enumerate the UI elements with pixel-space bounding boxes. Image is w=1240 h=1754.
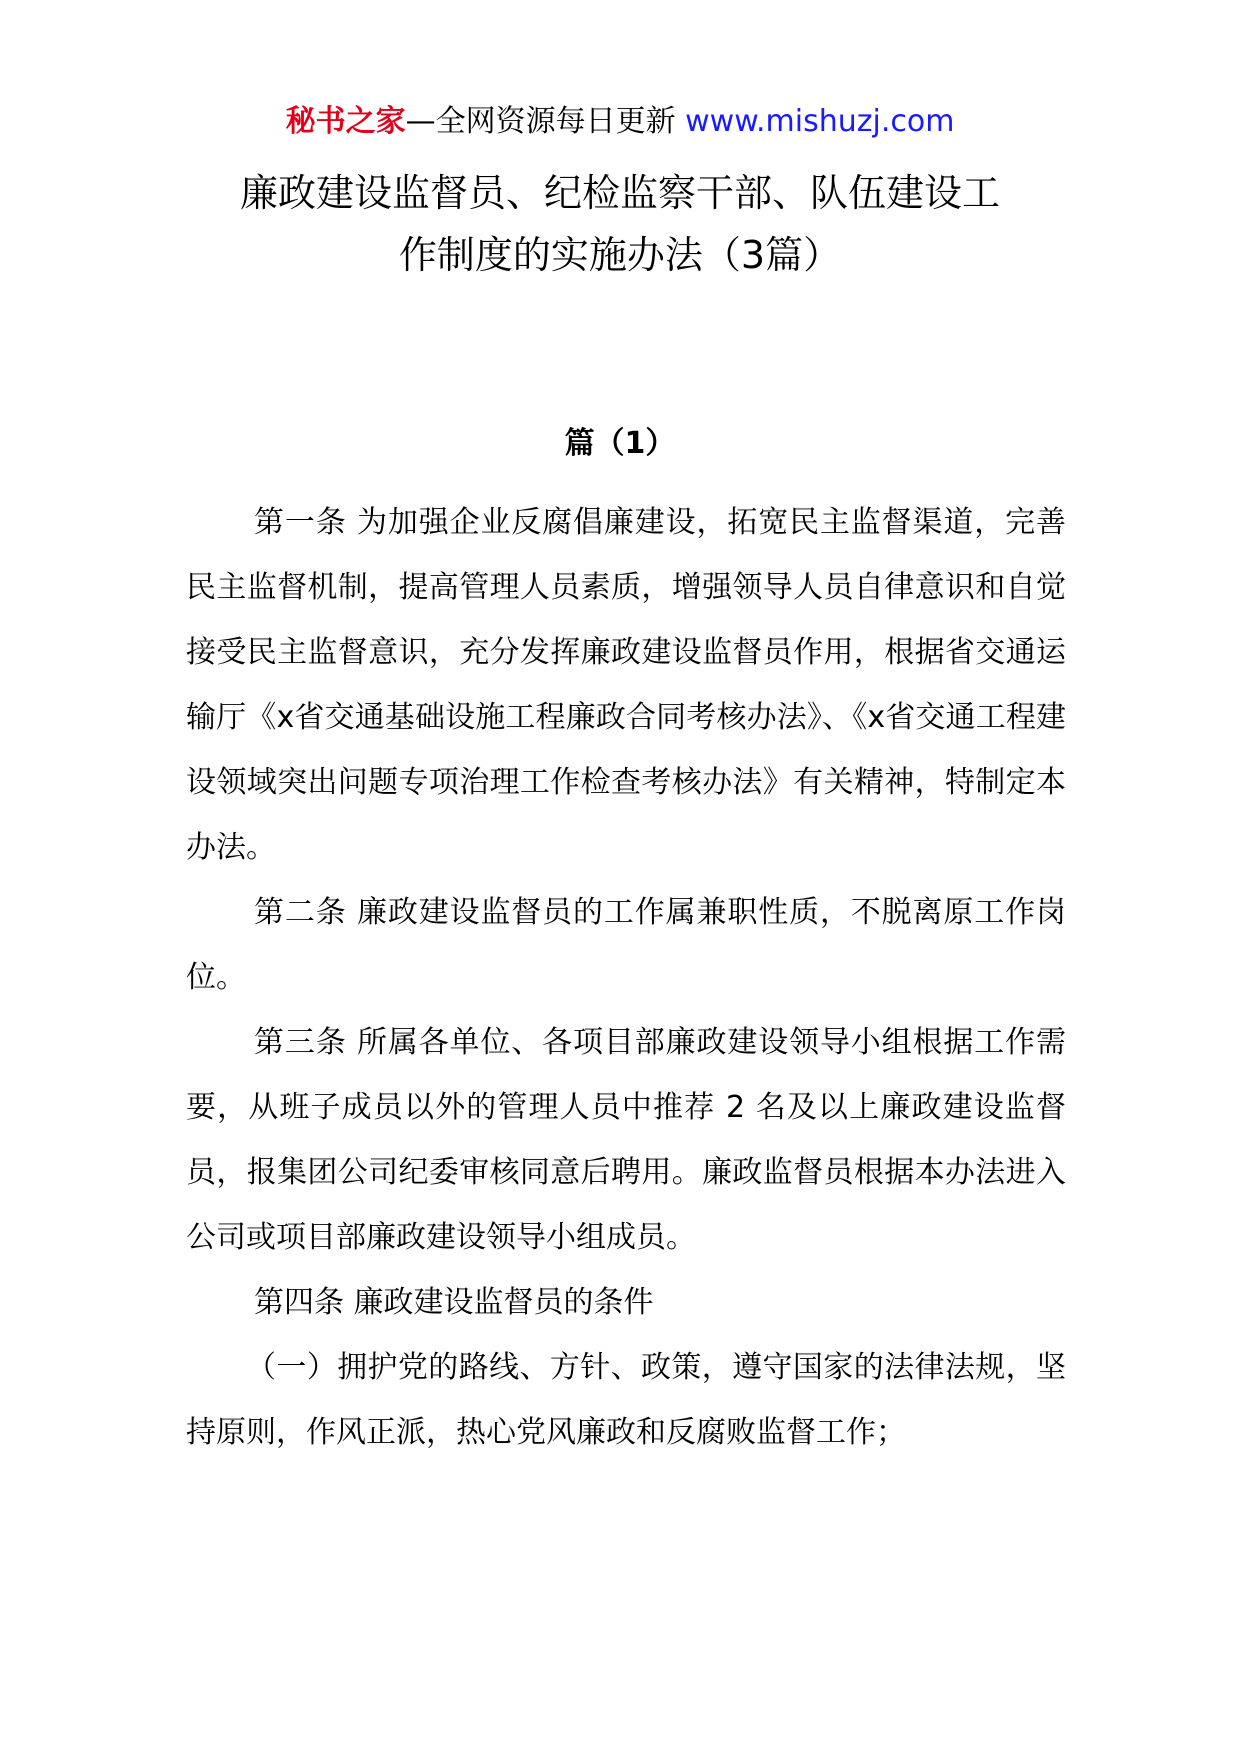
title-line-2: 作制度的实施办法（3篇） xyxy=(398,233,842,277)
paragraph-article-3: 第三条 所属各单位、各项目部廉政建设领导小组根据工作需要，从班子成员以外的管理人员中推荐 2 名及以上廉政建设监督员，报集团公司纪委审核同意后聘用。廉政监督员根据本办法进入公司或项目部廉政建设领导小组成员。 xyxy=(186,1025,1066,1255)
paragraph-article-2: 第二条 廉政建设监督员的工作属兼职性质，不脱离原工作岗位。 xyxy=(186,895,1066,995)
document-title xyxy=(150,162,1090,286)
banner-brand: 秘书之家 xyxy=(285,104,406,139)
site-banner xyxy=(0,100,1240,144)
paragraph-article-1: 第一条 为加强企业反腐倡廉建设，拓宽民主监督渠道，完善民主监督机制，提高管理人员素质，增强领导人员自律意识和自觉接受民主监督意识，充分发挥廉政建设监督员作用，根据省交通运输厅《x省交通基础设施工程廉政合同考核办法》、《x省交通工程建设领域突出问题专项治理工作检查考核办法》有关精神，特制定本办法。 xyxy=(186,505,1066,865)
section-heading: 篇（1） xyxy=(564,426,676,461)
paragraph-item-1: （一）拥护党的路线、方针、政策，遵守国家的法律法规，坚持原则，作风正派，热心党风廉政和反腐败监督工作； xyxy=(186,1350,1066,1450)
title-line-1: 廉政建设监督员、纪检监察干部、队伍建设工 xyxy=(239,171,1000,215)
banner-slogan: —全网资源每日更新 xyxy=(405,104,686,139)
banner-site-link[interactable]: www.mishuzj.com xyxy=(685,104,955,139)
paragraph-article-4: 第四条 廉政建设监督员的条件 xyxy=(254,1285,654,1320)
document-body xyxy=(186,490,1066,1465)
